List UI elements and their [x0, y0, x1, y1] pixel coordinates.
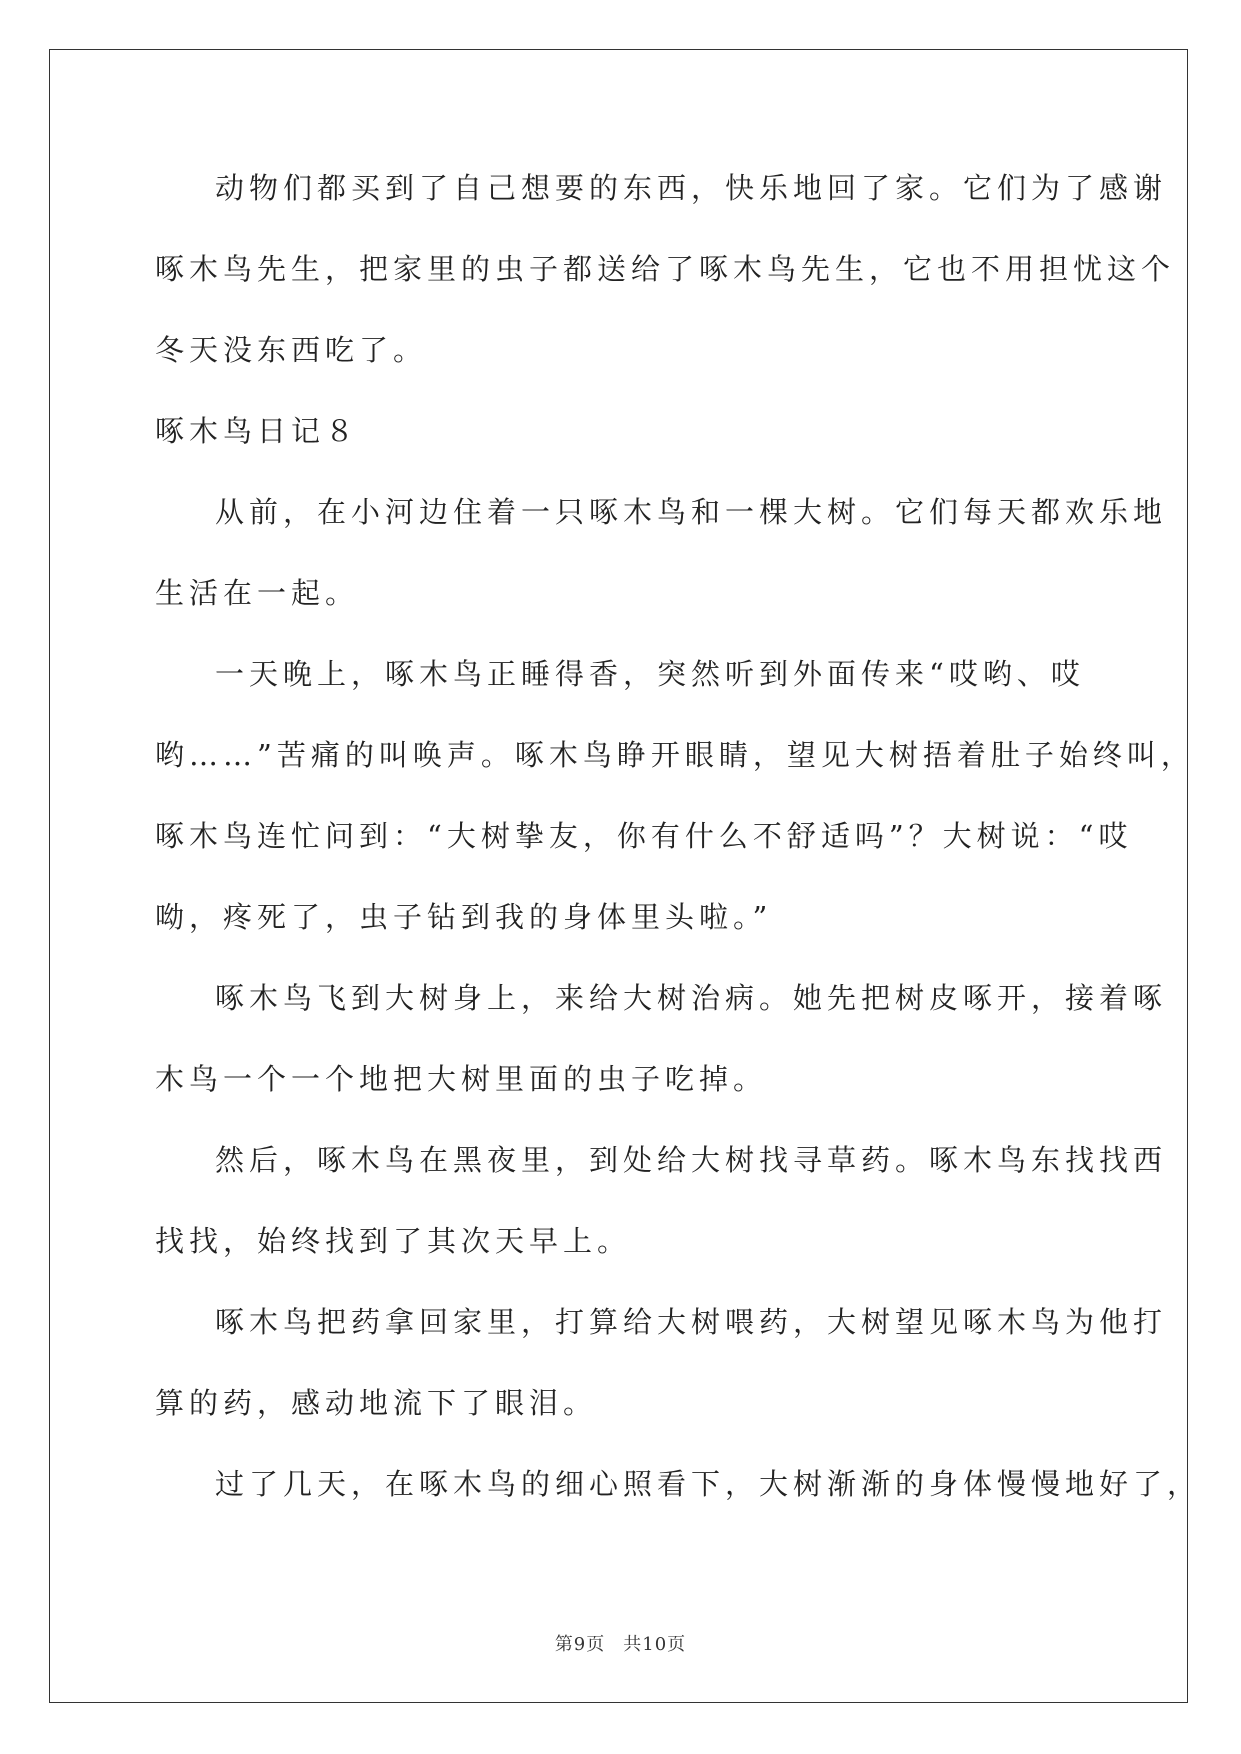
paragraph-line: 生活在一起。: [155, 576, 360, 610]
paragraph-line: 从前，在小河边住着一只啄木鸟和一棵大树。它们每天都欢乐地: [215, 495, 1168, 529]
paragraph-line: 找找，始终找到了其次天早上。: [155, 1224, 632, 1258]
section-heading: 啄木鸟日记８: [155, 414, 360, 448]
paragraph-line: 啄木鸟把药拿回家里，打算给大树喂药，大树望见啄木鸟为他打: [215, 1305, 1168, 1339]
paragraph-line: 动物们都买到了自己想要的东西，快乐地回了家。它们为了感谢: [215, 171, 1168, 205]
paragraph-line: 呦，疼死了，虫子钻到我的身体里头啦。”: [155, 900, 773, 934]
page-total: 共10页: [623, 1634, 687, 1655]
paragraph-line: 然后，啄木鸟在黑夜里，到处给大树找寻草药。啄木鸟东找找西: [215, 1143, 1168, 1177]
paragraph-line: 啄木鸟连忙问到：“大树挚友，你有什么不舒适吗”？大树说：“哎: [155, 819, 1133, 853]
paragraph-line: 啄木鸟先生，把家里的虫子都送给了啄木鸟先生，它也不用担忧这个: [155, 252, 1176, 286]
paragraph-line: 算的药，感动地流下了眼泪。: [155, 1386, 598, 1420]
page-border: [49, 49, 1188, 1703]
paragraph-line: 木鸟一个一个地把大树里面的虫子吃掉。: [155, 1062, 768, 1096]
paragraph-line: 过了几天，在啄木鸟的细心照看下，大树渐渐的身体慢慢地好了，: [215, 1467, 1202, 1501]
paragraph-line: 哟……”苦痛的叫唤声。啄木鸟睁开眼睛，望见大树捂着肚子始终叫，: [155, 738, 1195, 772]
paragraph-line: 冬天没东西吃了。: [155, 333, 428, 367]
page-number: 第9页: [554, 1634, 606, 1655]
page-footer: [0, 1630, 1241, 1656]
paragraph-line: 啄木鸟飞到大树身上，来给大树治病。她先把树皮啄开，接着啄: [215, 981, 1168, 1015]
paragraph-line: 一天晚上，啄木鸟正睡得香，突然听到外面传来“哎哟、哎: [215, 657, 1085, 691]
